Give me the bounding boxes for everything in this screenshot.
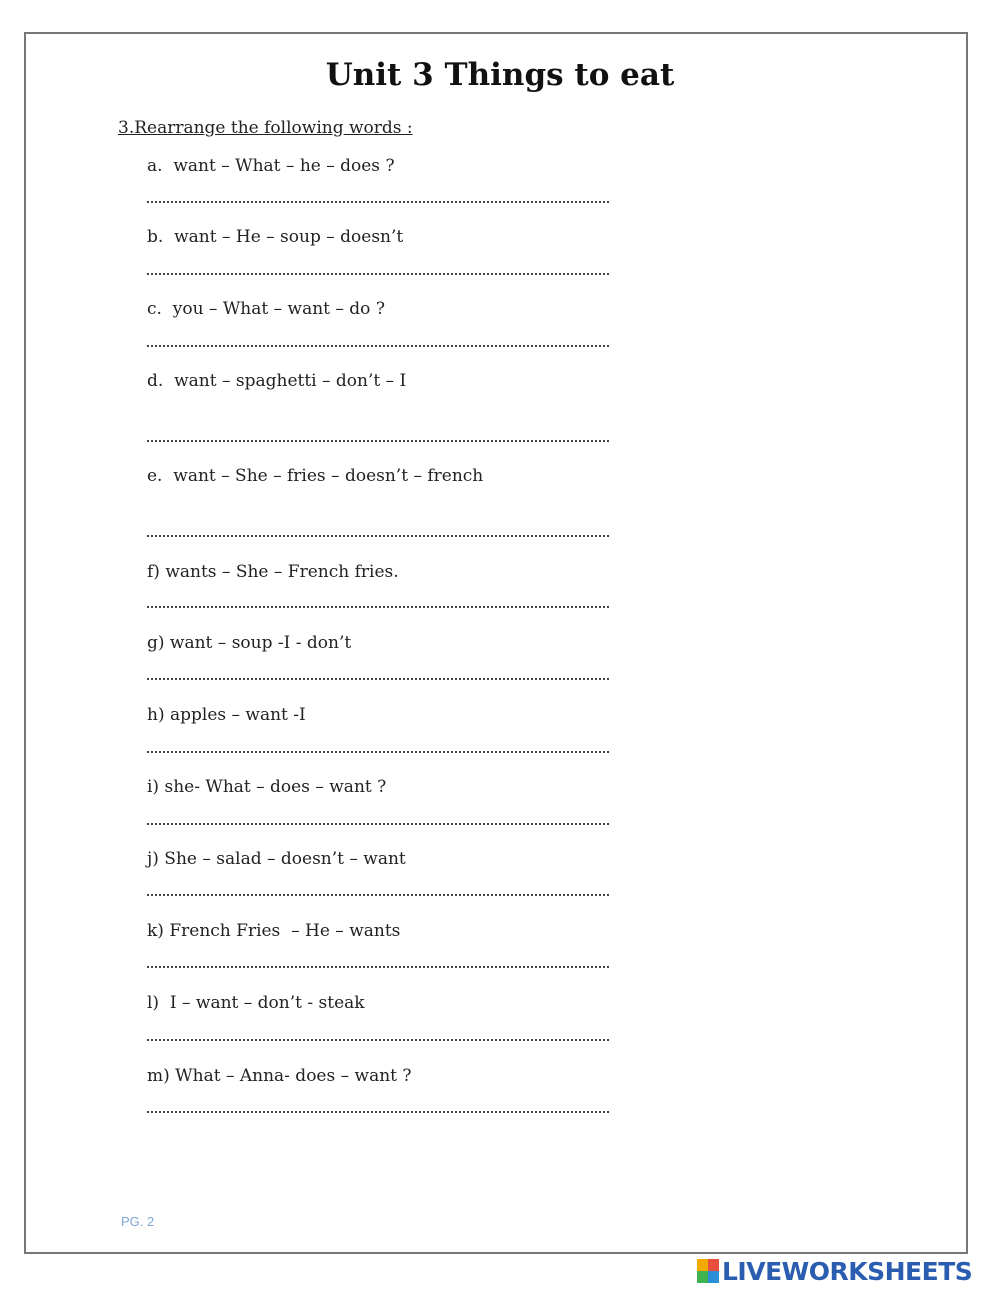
exercise-item-l: l) I – want – don’t - steak bbox=[147, 993, 365, 1013]
brand-name: LIVEWORKSHEETS bbox=[722, 1256, 973, 1286]
exercise-item-k: k) French Fries – He – wants bbox=[147, 921, 401, 941]
page-number: PG. 2 bbox=[121, 1214, 155, 1229]
answer-line-k[interactable] bbox=[147, 966, 609, 968]
answer-line-f[interactable] bbox=[147, 606, 609, 608]
logo-square-icon bbox=[697, 1271, 708, 1283]
exercise-item-c: c. you – What – want – do ? bbox=[147, 299, 385, 319]
answer-line-a[interactable] bbox=[147, 201, 609, 203]
answer-line-l[interactable] bbox=[147, 1039, 609, 1041]
exercise-item-a: a. want – What – he – does ? bbox=[147, 156, 395, 176]
page-title: Unit 3 Things to eat bbox=[325, 57, 675, 93]
exercise-item-i: i) she- What – does – want ? bbox=[147, 777, 387, 797]
exercise-item-m: m) What – Anna- does – want ? bbox=[147, 1066, 412, 1086]
answer-line-h[interactable] bbox=[147, 751, 609, 753]
liveworksheets-logo[interactable] bbox=[697, 1257, 972, 1285]
answer-line-m[interactable] bbox=[147, 1111, 609, 1113]
answer-line-e[interactable] bbox=[147, 535, 609, 537]
answer-line-c[interactable] bbox=[147, 345, 609, 347]
answer-line-b[interactable] bbox=[147, 273, 609, 275]
exercise-item-h: h) apples – want -I bbox=[147, 705, 306, 725]
exercise-item-b: b. want – He – soup – doesn’t bbox=[147, 227, 404, 247]
answer-line-g[interactable] bbox=[147, 678, 609, 680]
answer-line-j[interactable] bbox=[147, 894, 609, 896]
exercise-item-d: d. want – spaghetti – don’t – I bbox=[147, 371, 407, 391]
answer-line-i[interactable] bbox=[147, 823, 609, 825]
logo-square-icon bbox=[708, 1271, 719, 1283]
logo-square-icon bbox=[697, 1259, 708, 1271]
exercise-item-f: f) wants – She – French fries. bbox=[147, 562, 399, 582]
logo-square-icon bbox=[708, 1259, 719, 1271]
instruction-heading: 3.Rearrange the following words : bbox=[118, 118, 413, 138]
exercise-item-j: j) She – salad – doesn’t – want bbox=[147, 849, 406, 869]
answer-line-d[interactable] bbox=[147, 440, 609, 442]
exercise-item-g: g) want – soup -I - don’t bbox=[147, 633, 352, 653]
exercise-item-e: e. want – She – fries – doesn’t – french bbox=[147, 466, 484, 486]
liveworksheets-logo-icon bbox=[697, 1259, 719, 1283]
